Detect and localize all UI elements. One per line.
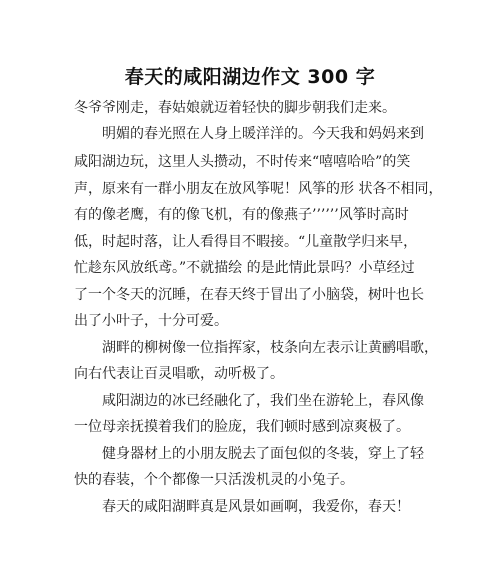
text-line: 冬爷爷刚走，春姑娘就迈着轻快的脚步朝我们走来。 xyxy=(74,100,396,116)
text-line: 咸阳湖边的冰已经融化了，我们坐在游轮上，春风像 xyxy=(102,393,424,409)
text-line: 低，时起时落，让人看得目不暇接。“儿童散学归来早， xyxy=(74,234,418,250)
text-line: 健身器材上的小朋友脱去了面包似的冬装，穿上了轻 xyxy=(102,446,424,462)
text-line: 快的春装，个个都像一只活泼机灵的小兔子。 xyxy=(74,472,354,488)
text-line: 出了小叶子，十分可爱。 xyxy=(74,313,228,329)
text-line: 忙趁东风放纸鸢。”不就描绘 的是此情此景吗？小草经过 xyxy=(74,260,415,276)
text-line: 一位母亲抚摸着我们的脸庞，我们顿时感到凉爽极了。 xyxy=(74,419,410,435)
text-line: 明媚的春光照在人身上暖洋洋的。今天我和妈妈来到 xyxy=(102,126,424,142)
text-line: 向右代表让百灵唱歌，动听极了。 xyxy=(74,366,284,382)
text-line: 有的像老鹰，有的像飞机，有的像燕子’’’’’’风筝时高时 xyxy=(74,207,409,223)
text-line: 春天的咸阳湖畔真是风景如画啊，我爱你，春天！ xyxy=(102,499,410,515)
text-line: 了一个冬天的沉睡，在春天终于冒出了小脑袋，树叶也长 xyxy=(74,287,424,303)
document-title: 春天的咸阳湖边作文 300 字 xyxy=(124,66,376,88)
text-line: 声，原来有一群小朋友在放风筝呢！风筝的形 状各不相同， xyxy=(74,181,443,197)
text-line: 湖畔的柳树像一位指挥家，枝条向左表示让黄鹂唱歌， xyxy=(102,340,438,356)
text-line: 咸阳湖边玩，这里人头攒动，不时传来“嘻嘻哈哈”的笑 xyxy=(74,154,411,170)
